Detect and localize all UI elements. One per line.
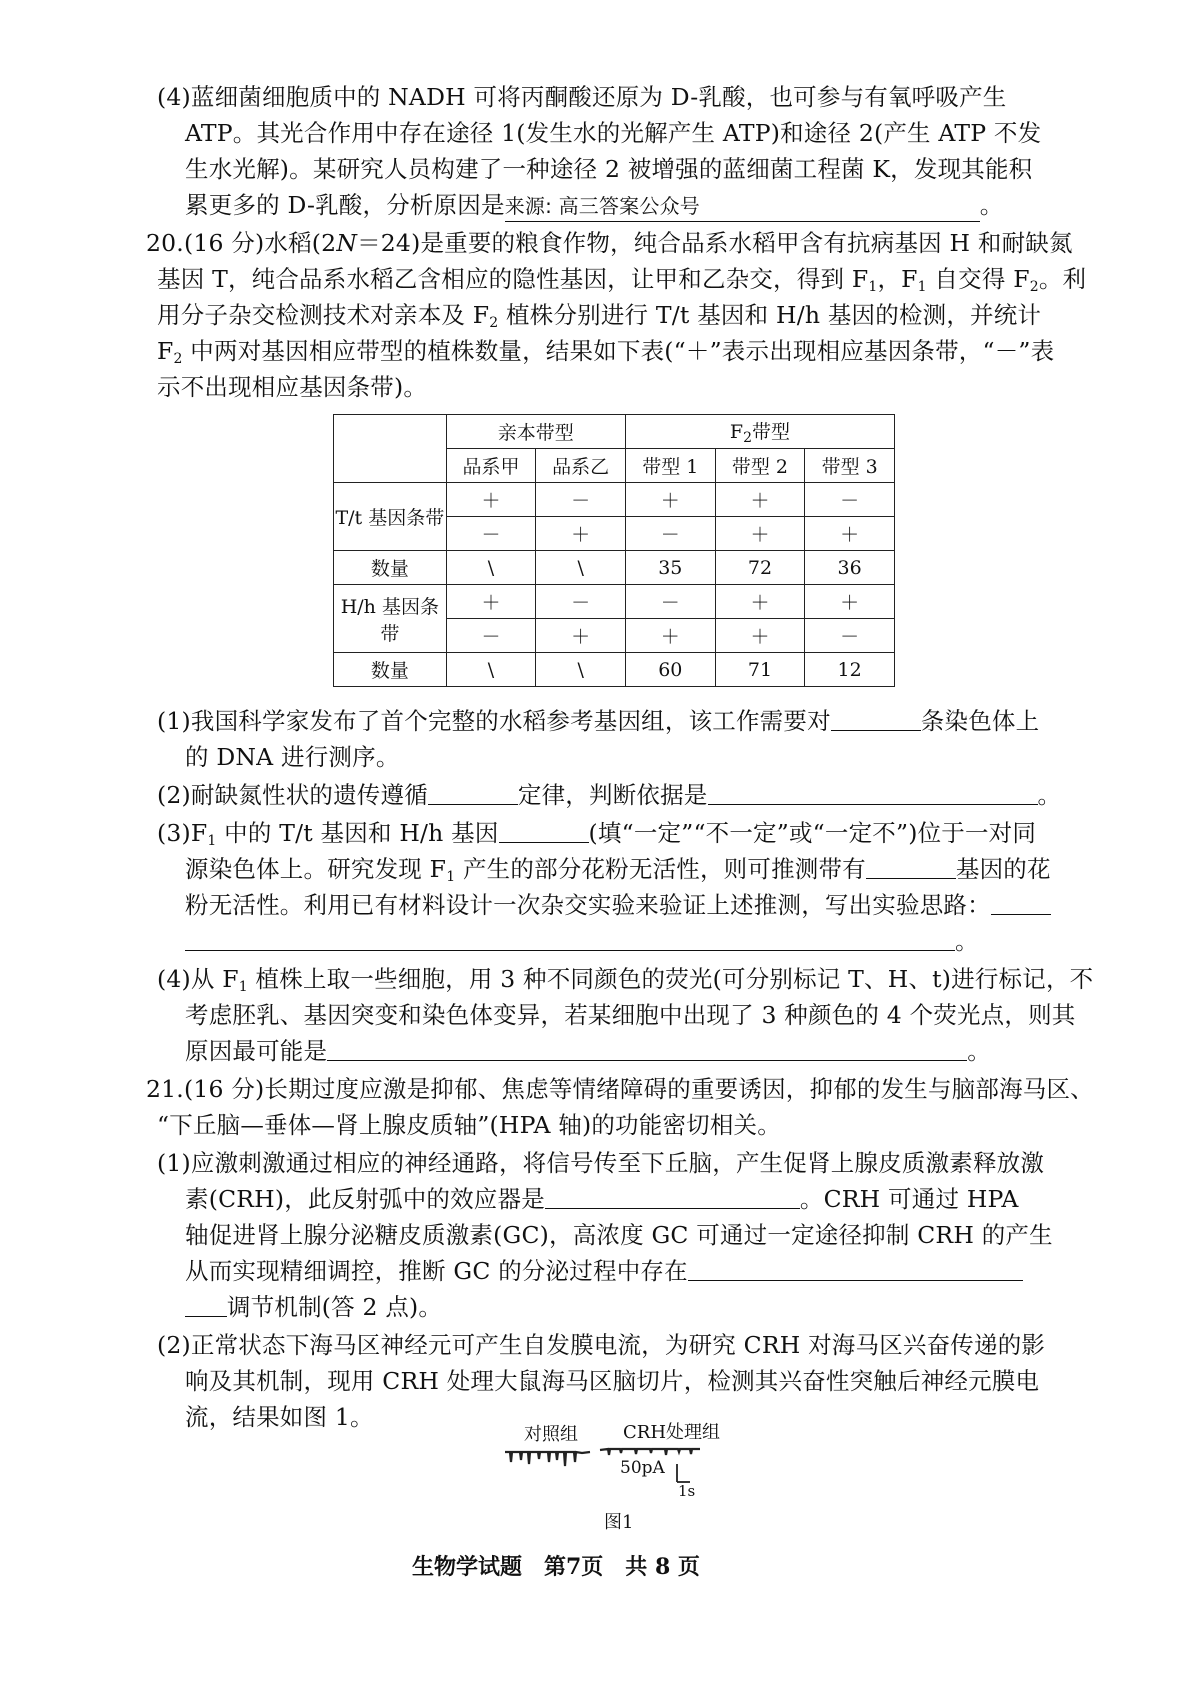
q21-2-line2: 响及其机制，现用 CRH 处理大鼠海马区脑切片，检测其兴奋性突触后神经元膜电: [185, 1367, 1040, 1395]
answer-blank: [866, 856, 956, 879]
hh-band-label: H/h 基因条带: [334, 585, 447, 653]
table-cell: ＋: [536, 619, 626, 653]
q21-1-text-c: 。CRH 可通过 HPA: [799, 1185, 1019, 1213]
q21-2-line3: 流，结果如图 1。: [185, 1403, 374, 1431]
table-cell: \: [446, 551, 536, 585]
q19-4-line4: 累更多的 D-乳酸，分析原因是来源: 高三答案公众号 。: [185, 190, 1003, 222]
q20-line1: 20.(16 分)水稻(2N＝24)是重要的粮食作物，纯合品系水稻甲含有抗病基因 H 和耐缺氮: [146, 229, 1073, 257]
q20-line5: 示不出现相应基因条带)。: [157, 373, 428, 401]
q21-1-line2: [185, 1184, 1019, 1214]
table-cell: \: [536, 551, 626, 585]
q20-4-line2: 考虑胚乳、基因突变和染色体变异，若某细胞中出现了 3 种颜色的 4 个荧光点，则其: [185, 1001, 1076, 1029]
answer-blank: [831, 708, 921, 731]
table-cell: ＋: [715, 483, 805, 517]
count-label: 数量: [334, 551, 447, 585]
table-cell: ＋: [446, 585, 536, 619]
table-cell: ＋: [805, 585, 895, 619]
q19-4-line3: 生水光解)。某研究人员构建了一种途径 2 被增强的蓝细菌工程菌 K，发现其能积: [185, 155, 1033, 183]
q20-4-line1: (4)从 $F_1$ 植株上取一些细胞，用 3 种不同颜色的荧光(可分别标记 T、H、t)进行标记，不: [157, 965, 1094, 995]
source-note: 来源: 高三答案公众号: [505, 191, 980, 222]
answer-blank: [545, 1186, 800, 1209]
figure-caption: 图1: [604, 1512, 634, 1533]
table-cell: －: [805, 483, 895, 517]
q21-line2: “下丘脑—垂体—肾上腺皮质轴”(HPA 轴)的功能密切相关。: [157, 1111, 781, 1139]
q20-2-text-b: 定律，判断依据是: [517, 781, 708, 809]
q20-line3: 用分子杂交检测技术对亲本及 $F_2$ 植株分别进行 T/t 基因和 H/h 基因的检测，并统计: [157, 301, 1042, 331]
q21-2-line1: (2)正常状态下海马区神经元可产生自发膜电流，为研究 CRH 对海马区兴奋传递的影: [157, 1331, 1046, 1359]
q20-3-line3: [185, 890, 1051, 920]
answer-blank: [688, 1258, 1023, 1281]
q20-3-text-b: (填“一定”“不一定”或“一定不”)位于一对同: [588, 819, 1037, 847]
q19-4-line1: (4)蓝细菌细胞质中的 NADH 可将丙酮酸还原为 D-乳酸，也可参与有氧呼吸产生: [157, 83, 1007, 111]
col-header: 带型 3: [805, 449, 895, 483]
q21-line1: 21.(16 分)长期过度应激是抑郁、焦虑等情绪障碍的重要诱因，抑郁的发生与脑部海马区、: [146, 1075, 1094, 1103]
control-label: 对照组: [524, 1424, 578, 1445]
scale-current: 50pA: [620, 1458, 665, 1478]
q20-line2: 基因 T，纯合品系水稻乙含相应的隐性基因，让甲和乙杂交，得到 $F_1$，$F_1$ 自交得 $F_2$。利: [157, 265, 1087, 295]
answer-blank: [185, 1294, 227, 1317]
q21-1-line1: (1)应激刺激通过相应的神经通路，将信号传至下丘脑，产生促肾上腺皮质激素释放激: [157, 1149, 1045, 1177]
q20-1-line2: 的 DNA 进行测序。: [185, 743, 400, 771]
table-cell: －: [446, 619, 536, 653]
answer-blank: [185, 928, 955, 951]
q20-1-text-b: 条染色体上: [920, 707, 1040, 735]
q20-1-line1: [157, 706, 1039, 736]
q20-3-text-d: 基因的花: [955, 855, 1051, 883]
page-footer: 生物学试题 第7页 共 8 页: [412, 1554, 700, 1580]
table-cell: －: [446, 517, 536, 551]
table-cell: 60: [625, 653, 715, 687]
q20-4-line3: 原因最可能是 。: [185, 1037, 991, 1065]
table-cell: ＋: [625, 619, 715, 653]
gene-band-table: [333, 414, 895, 687]
answer-blank: [327, 1038, 967, 1061]
q20-4-text-c: 原因最可能是: [185, 1037, 328, 1065]
q20-2-line: (2)耐缺氮性状的遗传遵循 定律，判断依据是 。: [157, 781, 1062, 809]
q21-1-text-e: 从而实现精细调控，推断 GC 的分泌过程中存在: [185, 1257, 688, 1285]
q20-3-text-e: 粉无活性。利用已有材料设计一次杂交实验来验证上述推测，写出实验思路：: [185, 891, 991, 919]
table-cell: ＋: [536, 517, 626, 551]
table-cell: ＋: [446, 483, 536, 517]
q21-1-line4: [185, 1256, 1023, 1286]
q20-2-text: (2)耐缺氮性状的遗传遵循: [157, 781, 428, 809]
tt-band-label: T/t 基因条带: [334, 483, 447, 551]
col-header: 品系乙: [536, 449, 626, 483]
table-cell: －: [625, 517, 715, 551]
q21-1-line5: [185, 1292, 442, 1322]
q21-1-text-f: 调节机制(答 2 点)。: [227, 1293, 443, 1321]
table-cell: ＋: [715, 517, 805, 551]
q20-3-line2: 源染色体上。研究发现 $F_1$ 产生的部分花粉无活性，则可推测带有 基因的花: [185, 855, 1051, 885]
figure-1: [490, 1420, 790, 1510]
q20-3-line1: $(3)F_1$ 中的 T/t 基因和 H/h 基因 (填“一定”“不一定”或“一定不”)位于一对同: [157, 819, 1037, 849]
q21-1-line3: 轴促进肾上腺分泌糖皮质激素(GC)，高浓度 GC 可通过一定途径抑制 CRH 的产生: [185, 1221, 1053, 1249]
q19-4-line2: ATP。其光合作用中存在途径 1(发生水的光解产生 ATP)和途径 2(产生 ATP 不发: [185, 119, 1042, 147]
answer-blank: [708, 782, 1038, 805]
crh-trace: [600, 1449, 700, 1455]
q19-4-prompt: 累更多的 D-乳酸，分析原因是: [185, 191, 505, 219]
table-cell: 36: [805, 551, 895, 585]
q20-line4: $F_2$ 中两对基因相应带型的植株数量，结果如下表(“＋”表示出现相应基因条带，“－”表: [157, 337, 1055, 367]
table-cell: ＋: [715, 585, 805, 619]
table-cell: \: [446, 653, 536, 687]
col-header: 带型 1: [625, 449, 715, 483]
answer-blank: [428, 782, 518, 805]
table-cell: ＋: [625, 483, 715, 517]
q20-3-line4: 。: [185, 926, 979, 956]
table-cell: 72: [715, 551, 805, 585]
crh-label: CRH处理组: [623, 1422, 721, 1443]
table-cell: －: [536, 585, 626, 619]
table-cell: －: [536, 483, 626, 517]
scale-time: 1s: [678, 1482, 696, 1500]
control-trace: [505, 1452, 590, 1466]
col-header: 带型 2: [715, 449, 805, 483]
table-cell: 12: [805, 653, 895, 687]
table-cell: 35: [625, 551, 715, 585]
table-corner: [334, 415, 447, 483]
table-cell: ＋: [805, 517, 895, 551]
answer-blank: [991, 892, 1051, 915]
count-label: 数量: [334, 653, 447, 687]
table-cell: －: [625, 585, 715, 619]
answer-blank: [499, 820, 589, 843]
col-header: 品系甲: [446, 449, 536, 483]
parent-band-header: 亲本带型: [446, 415, 625, 449]
f2-band-header: $F_2$带型: [625, 415, 894, 449]
table-cell: 71: [715, 653, 805, 687]
table-cell: －: [805, 619, 895, 653]
q20-1-text: (1)我国科学家发布了首个完整的水稻参考基因组，该工作需要对: [157, 707, 831, 735]
table-cell: ＋: [715, 619, 805, 653]
q21-1-text-b: 素(CRH)，此反射弧中的效应器是: [185, 1185, 545, 1213]
table-cell: \: [536, 653, 626, 687]
